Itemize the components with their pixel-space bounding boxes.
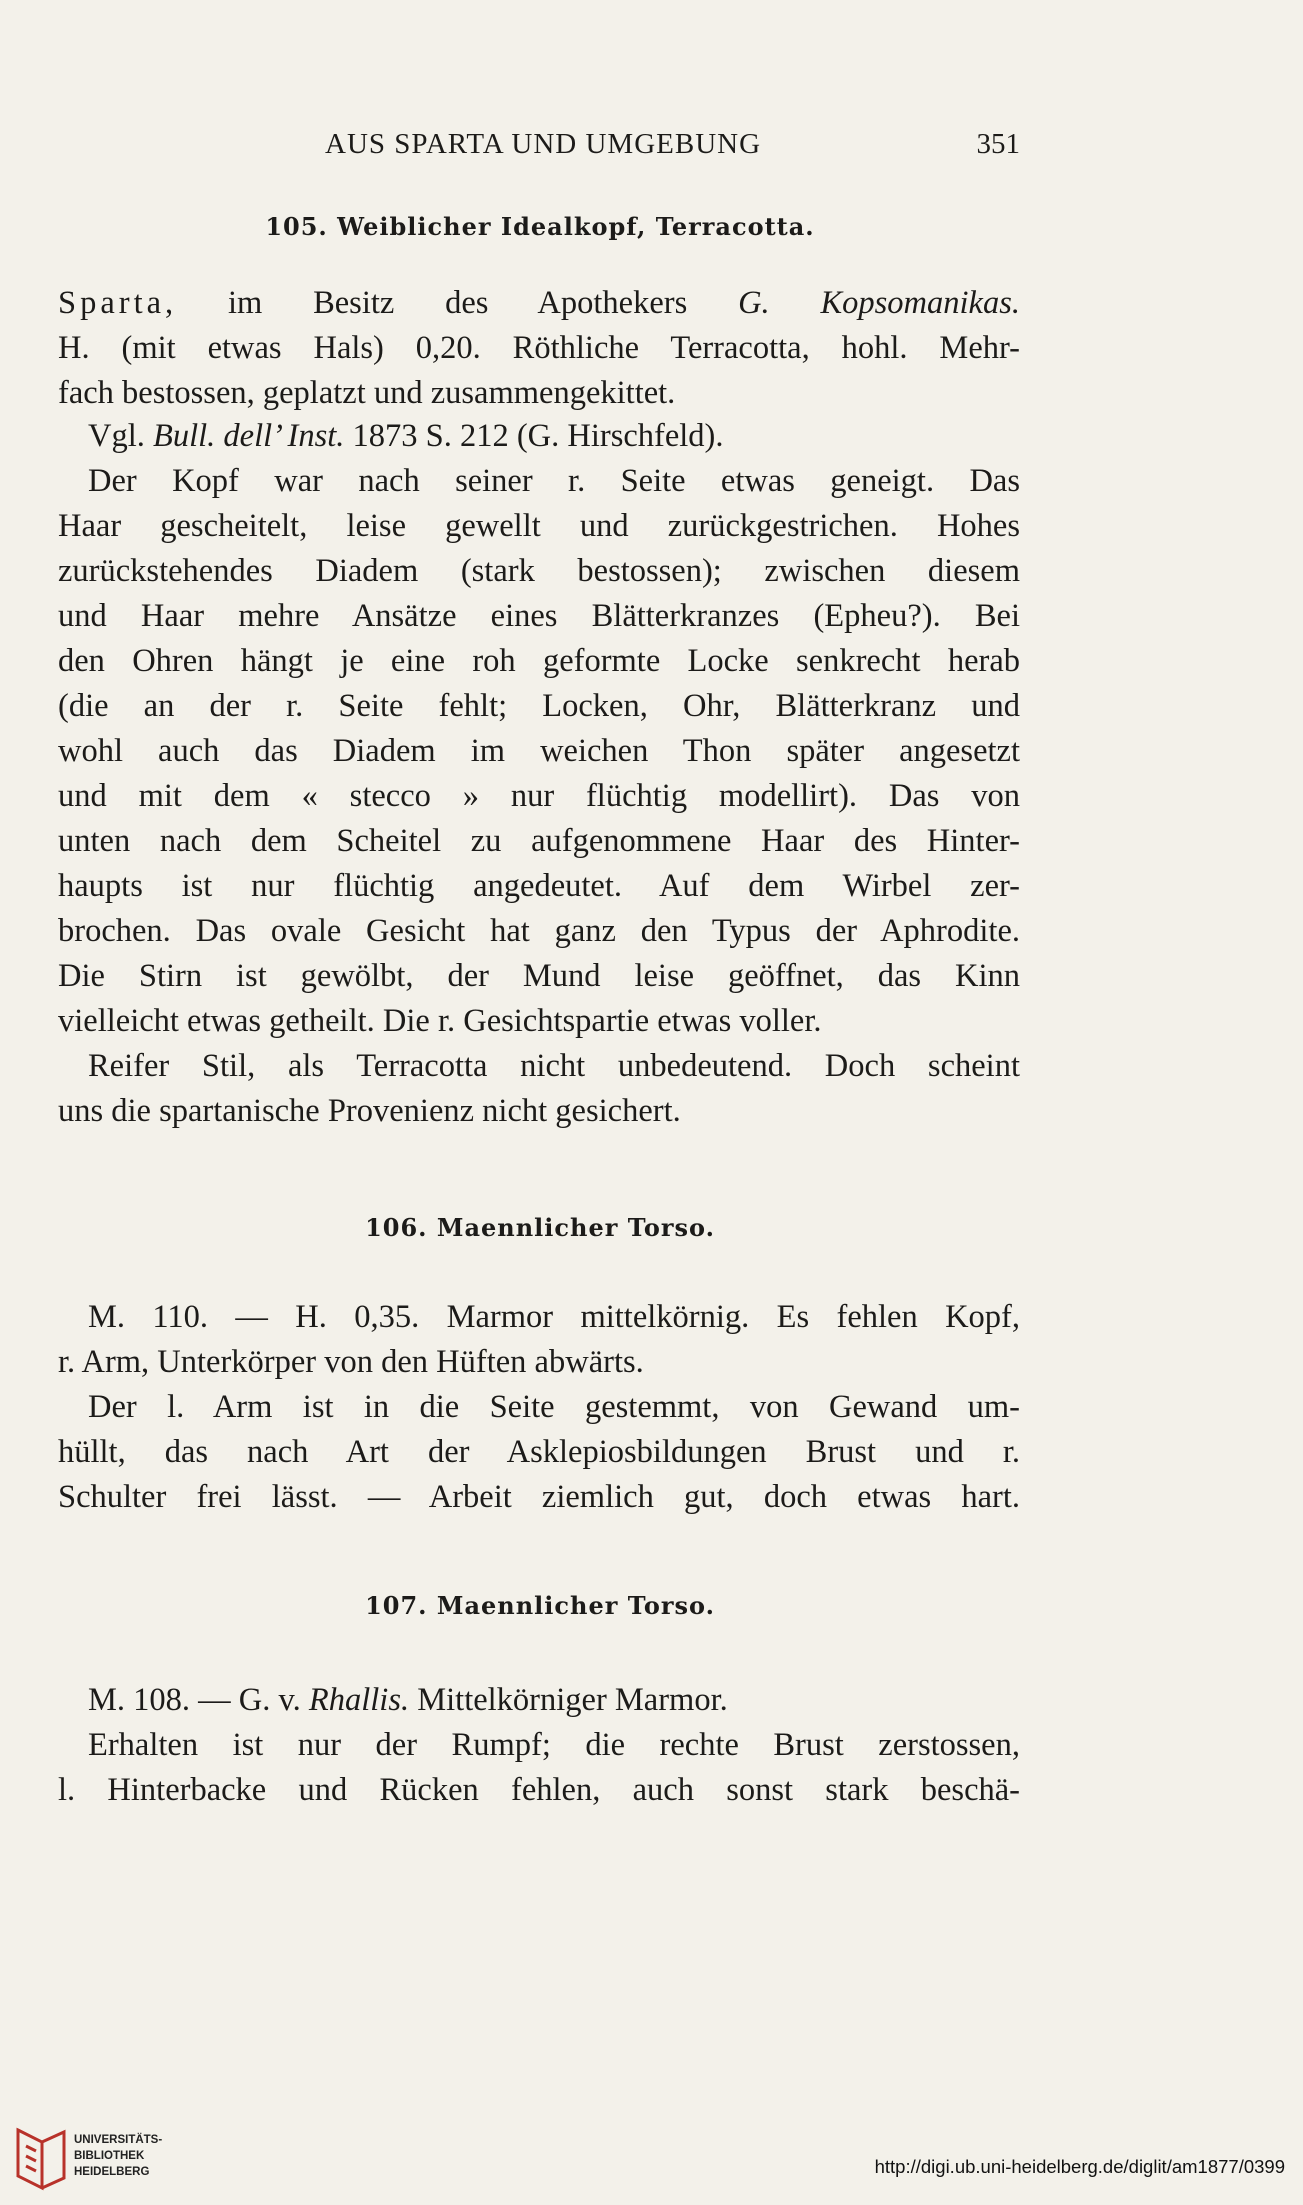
text-run: l. Hinterbacke und Rücken fehlen, auch sonst stark beschä- <box>58 1772 1020 1808</box>
text-run: haupts ist nur flüchtig angedeutet. Auf dem Wirbel zer- <box>58 868 1020 904</box>
text-run: Erhalten ist nur der Rumpf; die rechte Brust zerstossen, <box>88 1727 1020 1763</box>
text-run: M. 108. — G. v. <box>88 1682 309 1718</box>
running-title: AUS SPARTA UND UMGEBUNG <box>325 128 762 160</box>
section-heading-107: 107. Maennlicher Torso. <box>365 1591 715 1620</box>
text-run: Sparta, <box>58 285 178 321</box>
text-run: 1873 S. 212 (G. Hirschfeld). <box>344 418 724 454</box>
text-line <box>58 459 1020 504</box>
text-line <box>58 1768 1020 1813</box>
text-run: uns die spartanische Provenienz nicht gesichert. <box>58 1093 681 1129</box>
text-line <box>58 549 1020 594</box>
text-line <box>58 1295 1020 1340</box>
running-head <box>60 128 1020 168</box>
text-line <box>58 1340 1020 1385</box>
text-run: M. 110. — H. 0,35. Marmor mittelkörnig. Es fehlen Kopf, <box>88 1299 1020 1335</box>
text-line <box>58 281 1020 326</box>
paragraph <box>58 1295 1020 1385</box>
library-name-line: UNIVERSITÄTS- <box>74 2134 163 2146</box>
text-line <box>58 639 1020 684</box>
library-name-line: BIBLIOTHEK <box>74 2150 145 2162</box>
text-run: Schulter frei lässt. — Arbeit ziemlich gut, doch etwas hart. <box>58 1479 1020 1515</box>
text-line <box>58 864 1020 909</box>
university-library-logo-icon <box>12 2124 70 2194</box>
text-run: und mit dem « stecco » nur flüchtig modellirt). Das von <box>58 778 1020 814</box>
text-line <box>58 954 1020 999</box>
text-line <box>58 819 1020 864</box>
text-line <box>58 774 1020 819</box>
text-run: wohl auch das Diadem im weichen Thon später angesetzt <box>58 733 1020 769</box>
text-line <box>58 1044 1020 1089</box>
source-url-link[interactable]: http://digi.ub.uni-heidelberg.de/diglit/am1877/0399 <box>874 2156 1285 2177</box>
text-run: Der Kopf war nach seiner r. Seite etwas geneigt. Das <box>88 463 1020 499</box>
text-line <box>58 504 1020 549</box>
text-run: unten nach dem Scheitel zu aufgenommene Haar des Hinter- <box>58 823 1020 859</box>
text-line <box>58 1430 1020 1475</box>
text-line <box>58 729 1020 774</box>
paragraph <box>58 1678 1020 1723</box>
paragraph <box>58 281 1020 416</box>
text-run: Der l. Arm ist in die Seite gestemmt, von Gewand um- <box>88 1389 1020 1425</box>
text-line <box>58 999 1020 1044</box>
text-run: und Haar mehre Ansätze eines Blätterkranzes (Epheu?). Bei <box>58 598 1020 634</box>
italic-text: Bull. dell’ Inst. <box>153 418 345 454</box>
paragraph <box>58 1385 1020 1520</box>
text-line <box>58 594 1020 639</box>
paragraph <box>58 1044 1020 1134</box>
section-heading-106: 106. Maennlicher Torso. <box>365 1213 715 1242</box>
text-run: H. (mit etwas Hals) 0,20. Röthliche Terracotta, hohl. Mehr- <box>58 330 1020 366</box>
page-number: 351 <box>976 128 1020 160</box>
text-run: vielleicht etwas getheilt. Die r. Gesichtspartie etwas voller. <box>58 1003 822 1039</box>
text-line <box>58 414 1020 459</box>
text-run: brochen. Das ovale Gesicht hat ganz den Typus der Aphrodite. <box>58 913 1020 949</box>
text-line <box>58 1475 1020 1520</box>
text-line <box>58 909 1020 954</box>
paragraph <box>58 459 1020 1044</box>
paragraph <box>58 414 1020 459</box>
text-run: den Ohren hängt je eine roh geformte Locke senkrecht herab <box>58 643 1020 679</box>
library-name-line: HEIDELBERG <box>74 2166 150 2178</box>
text-line <box>58 1089 1020 1134</box>
text-run: zurückstehendes Diadem (stark bestossen); zwischen diesem <box>58 553 1020 589</box>
text-run: Reifer Stil, als Terracotta nicht unbedeutend. Doch scheint <box>88 1048 1020 1084</box>
italic-text: Rhallis. <box>308 1682 410 1718</box>
text-run: Mittelkörniger Marmor. <box>409 1682 728 1718</box>
text-line <box>58 371 1020 416</box>
paragraph <box>58 1723 1020 1813</box>
text-line <box>58 326 1020 371</box>
text-line <box>58 1723 1020 1768</box>
text-line <box>58 684 1020 729</box>
text-run: Die Stirn ist gewölbt, der Mund leise geöffnet, das Kinn <box>58 958 1020 994</box>
section-heading-105: 105. Weiblicher Idealkopf, Terracotta. <box>265 212 815 241</box>
text-run: Haar gescheitelt, leise gewellt und zurückgestrichen. Hohes <box>58 508 1020 544</box>
text-run: r. Arm, Unterkörper von den Hüften abwärts. <box>58 1344 644 1380</box>
text-line <box>58 1385 1020 1430</box>
library-name <box>74 2132 162 2180</box>
text-run: hüllt, das nach Art der Asklepiosbildungen Brust und r. <box>58 1434 1020 1470</box>
text-run: fach bestossen, geplatzt und zusammengekittet. <box>58 375 676 411</box>
text-run: (die an der r. Seite fehlt; Locken, Ohr, Blätterkranz und <box>58 688 1020 724</box>
text-line <box>58 1678 1020 1723</box>
text-run: Vgl. <box>88 418 153 454</box>
text-run: im Besitz des Apothekers <box>177 285 739 321</box>
italic-text: G. Kopsomanikas. <box>738 285 1020 321</box>
footer <box>0 2120 1303 2205</box>
